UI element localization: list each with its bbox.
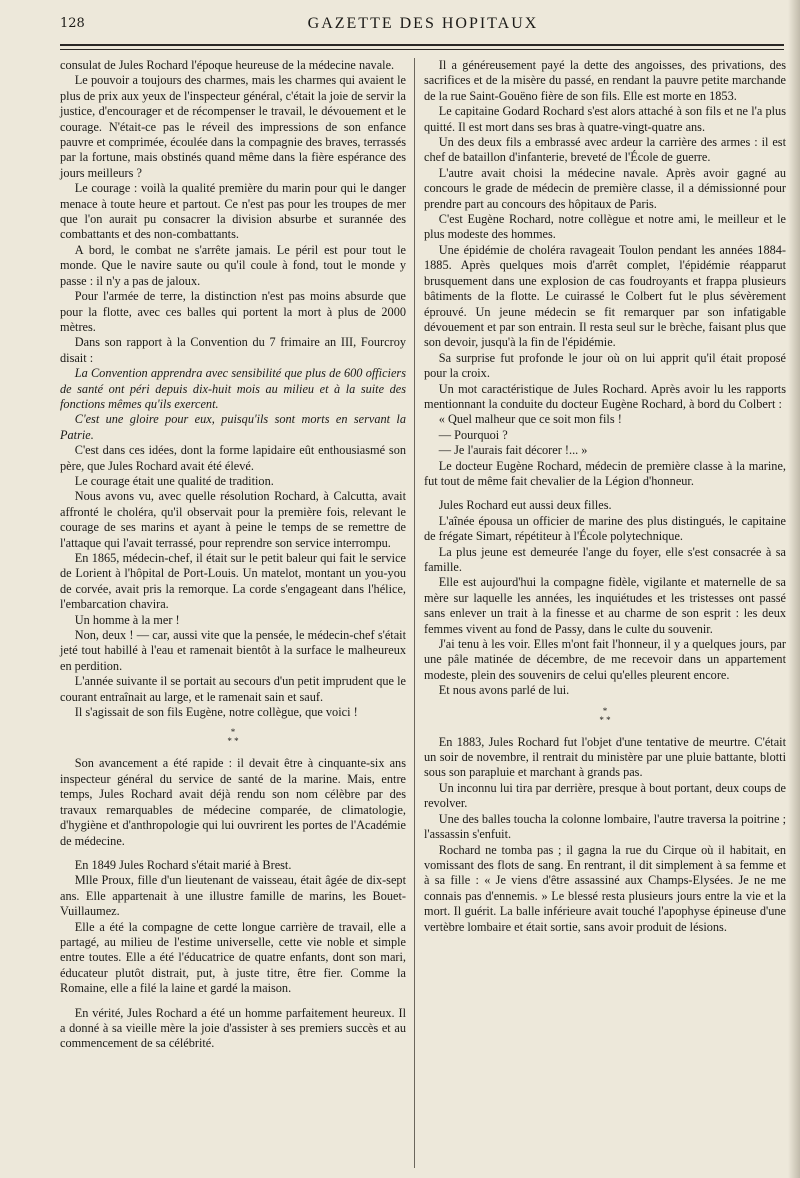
- paragraph: C'est dans ces idées, dont la forme lapidaire eût enthousiasmé son père, que Jules Rochard avait été élevé.: [60, 443, 406, 473]
- header-rule-thick: [60, 44, 784, 46]
- quotation: La Convention apprendra avec sensibilité que plus de 600 officiers de santé ont péri depuis dix-huit mois au milieu et à la suite des fonctions mêmes qu'ils exercent.: [60, 366, 406, 411]
- paragraph: J'ai tenu à les voir. Elles m'ont fait l'honneur, il y a quelques jours, par une pâle matinée de décembre, de me recevoir dans un appartement modeste, plein des souvenirs de celui qu'elles pleurent encore.: [424, 637, 786, 682]
- left-column: [60, 58, 406, 1052]
- paragraph: Son avancement a été rapide : il devait être à cinquante-six ans inspecteur général du service de santé de la marine. Mais, entre temps, Jules Rochard avait déjà rendu son nom célèbre par des travaux remarquables de médecine comparée, de climatologie, d'hygiène et d'anthropologie qui lui ouvrirent les portes de l'Académie de médecine.: [60, 756, 406, 848]
- dialogue-line: — Je l'aurais fait décorer !... »: [438, 443, 588, 458]
- paragraph: La plus jeune est demeurée l'ange du foyer, elle s'est consacrée à sa famille.: [424, 544, 786, 574]
- paragraph: Une des balles toucha la colonne lombaire, l'autre traversa la poitrine ; l'assassin s'enfuit.: [424, 811, 786, 842]
- column-divider: [414, 58, 415, 1168]
- paragraph: Le capitaine Godard Rochard s'est alors attaché à son fils et ne l'a plus quitté. Il est mort dans ses bras à quatre-vingt-quatre ans.: [424, 104, 786, 134]
- asterism-bottom: * *: [599, 714, 611, 725]
- paragraph: L'année suivante il se portait au secours d'un petit imprudent que le courant entraînait au large, et le ramenait sain et sauf.: [60, 674, 406, 704]
- paragraph: Dans son rapport à la Convention du 7 frimaire an III, Fourcroy disait :: [60, 335, 406, 365]
- paragraph: Un homme à la mer !: [74, 612, 180, 627]
- asterism-bottom: * *: [227, 736, 239, 747]
- page-number: 128: [60, 16, 85, 31]
- paragraph: consulat de Jules Rochard l'époque heureuse de la médecine navale.: [60, 58, 395, 72]
- paragraph: Elle a été la compagne de cette longue carrière de travail, elle a partagé, au milieu de l'estime universelle, cette vie noble et simple entre toutes. Elle a été l'éducatrice de quatre enfants, dont son mari, éducateur plutôt distrait, put, à juste titre, être fier. Comme la Romaine, elle a filé la laine et gardé la maison.: [60, 919, 406, 996]
- paragraph: Pour l'armée de terre, la distinction n'est pas moins absurde que pour la flotte, avec ces balles qui portent la mort à plus de 2000 mètres.: [60, 289, 406, 334]
- paragraph: En 1849 Jules Rochard s'était marié à Brest.: [74, 857, 292, 872]
- paragraph: Un des deux fils a embrassé avec ardeur la carrière des armes : il est chef de bataillon d'infanterie, breveté de l'École de guerre.: [424, 135, 786, 165]
- paragraph: L'aînée épousa un officier de marine des plus distingués, le capitaine de frégate Simart, répétiteur à l'École polytechnique.: [424, 513, 786, 544]
- paragraph: Mlle Proux, fille d'un lieutenant de vaisseau, était âgée de dix-sept ans. Elle appartenait à une illustre famille de marins, les Bouet-Vuillaumez.: [60, 873, 406, 919]
- dialogue-line: — Pourquoi ?: [438, 427, 508, 442]
- running-title: GAZETTE DES HOPITAUX: [307, 15, 539, 32]
- paragraph: En 1865, médecin-chef, il était sur le petit baleur qui fait le service de Lorient à l'hôpital de Port-Louis. Un matelot, montant un you-you de corvée, avait pris la remorque. La corde s'engageant dans l'hélice, l'embarcation chavira.: [60, 551, 406, 612]
- section-separator: [60, 728, 406, 746]
- asterism-top: *: [602, 705, 608, 716]
- paragraph: Il a généreusement payé la dette des angoisses, des privations, des sacrifices et de la misère du passé, en rendant la pauvre petite marchande de la rue Saint-Gouëno fière de son fils. Elle est morte en 1853.: [424, 58, 786, 103]
- paragraph: L'autre avait choisi la médecine navale. Après avoir gagné au concours le grade de médecin de première classe, il a démissionné pour prendre part au concours des hôpitaux de Paris.: [424, 165, 786, 211]
- paragraph: Le courage était une qualité de tradition.: [74, 473, 274, 488]
- paragraph: En vérité, Jules Rochard a été un homme parfaitement heureux. Il a donné à sa vieille mère la joie d'assister à ses premiers succès et au commencement de sa célébrité.: [60, 1005, 406, 1051]
- asterism-top: *: [230, 727, 236, 738]
- paragraph: Jules Rochard eut aussi deux filles.: [438, 498, 612, 513]
- quotation: C'est une gloire pour eux, puisqu'ils sont morts en servant la Patrie.: [60, 412, 406, 442]
- paragraph: Non, deux ! — car, aussi vite que la pensée, le médecin-chef s'était jeté tout habillé à l'eau et ramenait bientôt à la surface le malheureux en perdition.: [60, 628, 406, 673]
- paragraph: Et nous avons parlé de lui.: [438, 683, 570, 698]
- paragraph: Le courage : voilà la qualité première du marin pour qui le danger menace à toute heure et partout. Ce n'est pas pour les troupes de mer que l'on aurait pu consacrer la division absurbe et surannée des combattants et des non-combattants.: [60, 181, 406, 242]
- paragraph: C'est Eugène Rochard, notre collègue et notre ami, le meilleur et le plus modeste des hommes.: [424, 212, 786, 242]
- dialogue-line: « Quel malheur que ce soit mon fils !: [438, 412, 622, 427]
- paragraph: Un mot caractéristique de Jules Rochard. Après avoir lu les rapports mentionnant la conduite du docteur Eugène Rochard, à bord du Colbert :: [424, 381, 786, 411]
- right-column: [424, 58, 786, 935]
- page-header: [60, 14, 786, 40]
- paragraph: Sa surprise fut profonde le jour où on lui apprit qu'il était proposé pour la croix.: [424, 350, 786, 381]
- page-edge-shadow: [788, 0, 800, 1178]
- paragraph: Nous avons vu, avec quelle résolution Rochard, à Calcutta, avait affronté le choléra, qu'il observait pour la première fois, relevant le courage de ses marins et ayant à peine le temps de se remettre de l'attaque qui l'avait terrassé, pour reprendre son service interrompu.: [60, 489, 406, 550]
- paragraph: Le docteur Eugène Rochard, médecin de première classe à la marine, fut tout de même fait chevalier de la Légion d'honneur.: [424, 458, 786, 488]
- section-separator: [424, 707, 786, 725]
- paragraph: Une épidémie de choléra ravageait Toulon pendant les années 1884-1885. Après quelques mois d'arrêt complet, l'épidémie réapparut brusquement dans une explosion de cas foudroyants et frappa plusieurs bâtiments de la flotte. Le cuirassé le Colbert fut le plus sévèrement éprouvé. Un jeune médecin se fit remarquer par son infatigable dévouement et par son entrain. Il resta seul sur le brèche, faisant plus que son devoir, jusqu'à la fin de l'épidémie.: [424, 242, 786, 350]
- paragraph: A bord, le combat ne s'arrête jamais. Le péril est pour tout le monde. Que le navire saute ou qu'il coule à fond, tout le monde y passe : il n'y a pas de jaloux.: [60, 242, 406, 288]
- header-rule-thin: [60, 49, 784, 50]
- paragraph: Elle est aujourd'hui la compagne fidèle, vigilante et maternelle de sa mère sur laquelle les années, les inquiétudes et les tristesses ont passé sans enlever un trait à la finesse et au charme de son esprit : les deux femmes vivent au fond de Passy, dans le culte du souvenir.: [424, 575, 786, 636]
- paragraph: Un inconnu lui tira par derrière, presque à bout portant, deux coups de revolver.: [424, 780, 786, 811]
- paragraph: Le pouvoir a toujours des charmes, mais les charmes qui avaient le plus de prix aux yeux de l'inspecteur général, c'était la joie de servir la justice, d'encourager et de récompenser le travail, le dévouement et le courage. N'était-ce pas le réveil des impressions de son enfance pauvre et comprimée, écoulée dans la compagnie des braves, terrassés par la fortune, mais obstinés quand même dans la fière espérance des jours meilleurs ?: [60, 73, 406, 180]
- paragraph: En 1883, Jules Rochard fut l'objet d'une tentative de meurtre. C'était un soir de novembre, il rentrait du ministère par une pluie battante, blotti sous son parapluie et marchant à grands pas.: [424, 734, 786, 780]
- paragraph: Rochard ne tomba pas ; il gagna la rue du Cirque où il habitait, en vomissant des flots de sang. En rentrant, il dit simplement à sa femme et à sa fille : « Je viens d'être assassiné aux Champs-Elysées. Je ne me connais pas d'ennemis. » Le blessé resta plusieurs jours entre la vie et la mort. Il guérit. La balle inférieure avait touché l'apophyse épineuse d'une vertèbre lombaire et était sortie, sans avoir produit de lésions.: [424, 842, 786, 934]
- paragraph: Il s'agissait de son fils Eugène, notre collègue, que voici !: [74, 705, 358, 720]
